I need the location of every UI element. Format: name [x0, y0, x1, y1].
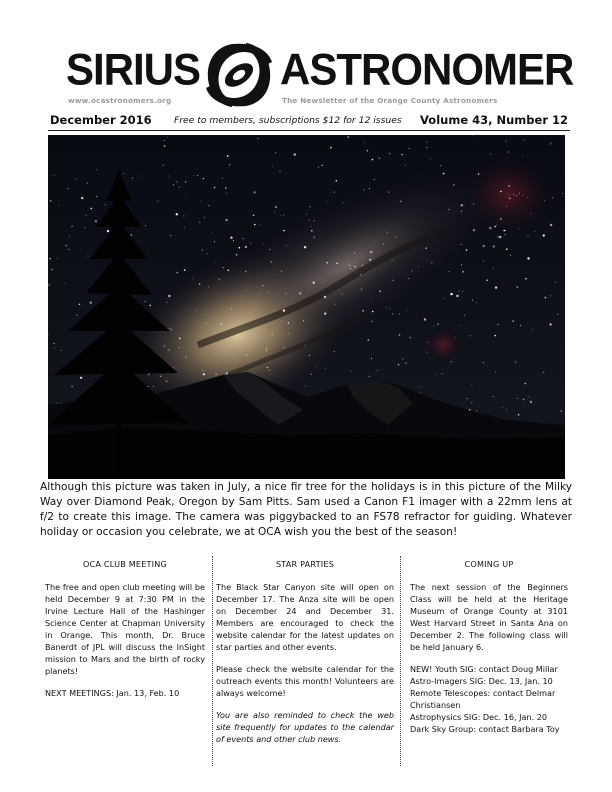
coming-up-line: Astro-Imagers SIG: Dec. 13, Jan. 10 [410, 676, 553, 686]
star-parties-heading: STAR PARTIES [275, 559, 335, 569]
coming-up-column [410, 558, 568, 735]
issue-date: December 2016 [50, 113, 152, 127]
star-parties-para-1: The Black Star Canyon site will open on December 17. The Anza site will be open on December 24 and December 31. Members are encouraged to check the website calendar for the latest updates on star parties and other events. [216, 582, 394, 652]
club-meeting-body: The free and open club meeting will be held December 9 at 7:30 PM in the Irvine Lecture Hall of the Hashinger Science Center at Chapman University in Orange. This month, Dr. Bruce Banerdt of JPL will discuss the InSight mission to Mars and the birth of rocky planets! [45, 582, 205, 676]
coming-up-line: NEW! Youth SIG: contact Doug Millar [410, 664, 558, 674]
star-parties-column [216, 558, 394, 755]
masthead [66, 40, 574, 110]
milky-way-photo [48, 135, 565, 479]
next-meetings: NEXT MEETINGS: Jan. 13, Feb. 10 [45, 688, 180, 698]
coming-up-line: Astrophysics SIG: Dec. 16, Jan. 20 [410, 712, 548, 722]
photo-caption: Although this picture was taken in July, a nice fir tree for the holidays is in this picture of the Milky Way over Diamond Peak, Oregon by Sam Pitts. Sam used a Canon F1 imager with a 22mm lens at f/2 to create this image. The camera was piggybacked to an FS78 refractor for guiding. Whatever holiday or occasion you celebrate, we at OCA wish you the best of the season! [40, 481, 572, 538]
star-parties-para-2: Please check the website calendar for the outreach events this month! Volunteers are always welcome! [216, 664, 394, 698]
coming-up-para-1: The next session of the Beginners Class will be held at the Heritage Museum of Orange County at 3101 West Harvard Street in Santa Ana on December 2. The following class will be held January 6. [410, 582, 568, 652]
column-divider [400, 556, 401, 766]
masthead-title-right: ASTRONOMER [280, 44, 574, 95]
news-columns [40, 556, 572, 792]
issue-dateline [48, 112, 570, 131]
oca-logo-icon [202, 40, 276, 110]
coming-up-heading: COMING UP [464, 559, 514, 569]
coming-up-line: Remote Telescopes: contact Delmar Christiansen [410, 688, 556, 710]
masthead-tagline: The Newsletter of the Orange County Astronomers [282, 96, 498, 105]
coming-up-line: Dark Sky Group: contact Barbara Toy [410, 724, 560, 734]
club-meeting-column [45, 558, 205, 709]
column-divider [212, 556, 213, 766]
masthead-website: www.ocastronomers.org [68, 96, 172, 105]
star-parties-para-3: You are also reminded to check the web site frequently for updates to the calendar of events and other club news. [216, 710, 394, 744]
masthead-title-left: SIRIUS [66, 44, 201, 95]
subscription-note: Free to members, subscriptions $12 for 12 issues [174, 115, 402, 126]
issue-volume: Volume 43, Number 12 [420, 113, 568, 127]
club-meeting-heading: OCA CLUB MEETING [82, 559, 167, 569]
